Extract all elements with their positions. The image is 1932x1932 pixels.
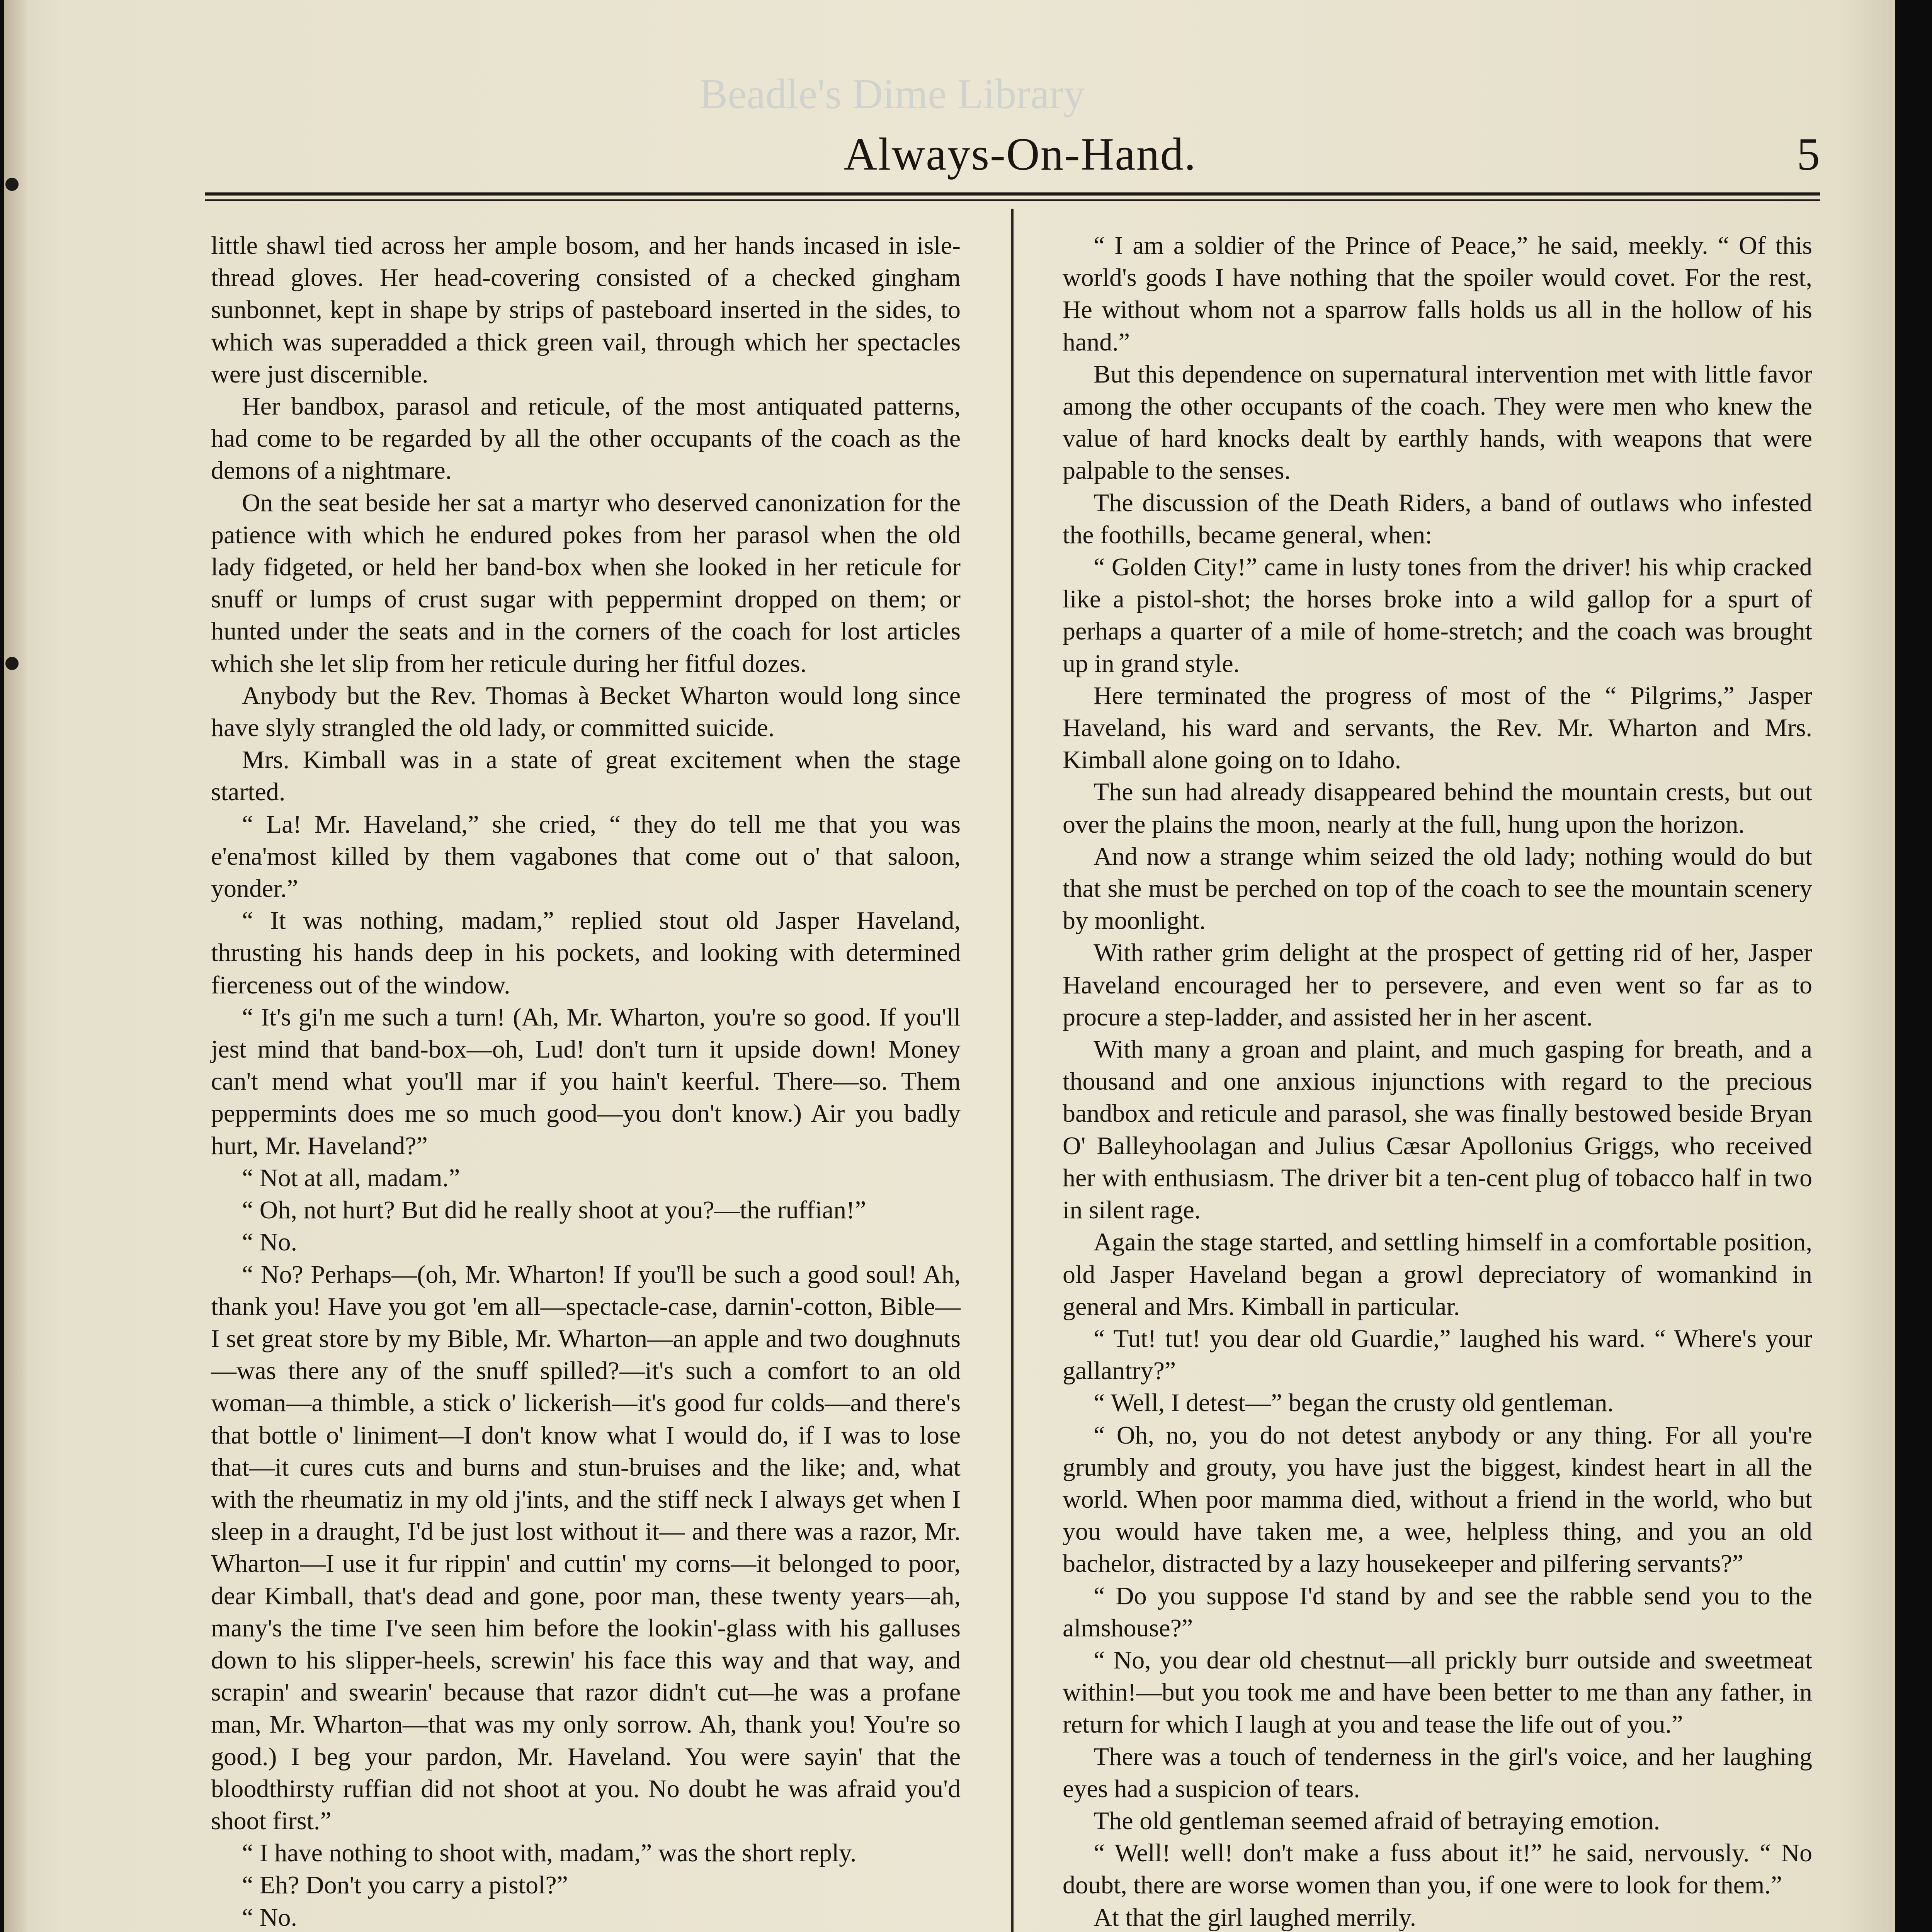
- bleed-through-text: Beadle's Dime Library: [699, 70, 1085, 117]
- paragraph: “ Eh? Don't you carry a pistol?”: [242, 1871, 568, 1900]
- header-rule-thin: [205, 199, 1820, 201]
- paragraph: “ No.: [242, 1228, 297, 1257]
- paragraph: The sun had already disappeared behind the mountain crests, but out over the plains the moon, nearly at the full, hung upon the horizon.: [1063, 778, 1812, 838]
- paragraph: Anybody but the Rev. Thomas à Becket Wharton would long since have slyly strangled the old lady, or committed suicide.: [211, 681, 961, 742]
- right-text-column: [1063, 230, 1812, 1932]
- paragraph: “ It's gi'n me such a turn! (Ah, Mr. Wharton, you're so good. If you'll jest mind that band-box—oh, Lud! don't turn it upside down! Money can't mend what you'll mar if you hain't keerful. There—so. Them peppermints does me so much good—you don't know.) Air you badly hurt, Mr. Haveland?”: [211, 1003, 961, 1160]
- page-header: [205, 116, 1835, 189]
- page-number: 5: [1797, 128, 1820, 180]
- paragraph: “ It was nothing, madam,” replied stout old Jasper Haveland, thrusting his hands deep in his pockets, and looking with determined fierceness out of the window.: [211, 906, 961, 999]
- paragraph: “ Well, I detest—” began the crusty old gentleman.: [1094, 1389, 1614, 1417]
- paragraph: The old gentleman seemed afraid of betraying emotion.: [1094, 1806, 1660, 1835]
- paragraph: “ No? Perhaps—(oh, Mr. Wharton! If you'll be such a good soul! Ah, thank you! Have you got 'em all—spectacle-case, darnin'-cotton, Bible—I set great store by my Bible, Mr. Wharton—an apple and two doughnuts—was there any of the snuff spilled?—it's such a comfort to an old woman—a thimble, a stick o' lickerish—it's good fur colds—and there's that bottle o' liniment—I don't know what I would do, if I was to lose that—it cures cuts and burns and stun-bruises and the like; and, what with the rheumatiz in my old j'ints, and the stiff neck I always get when I sleep in a draught, I'd be just lost without it— and there was a razor, Mr. Wharton—I use it fur rippin' and cuttin' my corns—it belonged to poor, dear Kimball, that's dead and gone, poor man, these twenty years—ah, many's the time I've seen him before the lookin'-glass with his galluses down to his slipper-heels, screwin' his face this way and that way, and scrapin' and swearin' because that razor didn't cut—he was a profane man, Mr. Wharton—that was my only sorrow. Ah, thank you! You're so good.) I beg your pardon, Mr. Haveland. You were sayin' that the bloodthirsty ruffian did not shoot at you. No doubt he was afraid you'd shoot first.”: [211, 1260, 961, 1835]
- left-text-column: [211, 230, 961, 1932]
- binding-hole: [5, 657, 19, 670]
- paragraph: “ I am a soldier of the Prince of Peace,” he said, meekly. “ Of this world's goods I have nothing that the spoiler would covet. For the rest, He without whom not a sparrow falls holds us all in the hollow of his hand.”: [1063, 231, 1812, 356]
- paragraph: There was a touch of tenderness in the girl's voice, and her laughing eyes had a suspicion of tears.: [1063, 1742, 1812, 1803]
- paragraph: Here terminated the progress of most of the “ Pilgrims,” Jasper Haveland, his ward and servants, the Rev. Mr. Wharton and Mrs. Kimball alone going on to Idaho.: [1063, 681, 1812, 774]
- paragraph: Her bandbox, parasol and reticule, of the most antiquated patterns, had come to be regarded by all the other occupants of the coach as the demons of a nightmare.: [211, 392, 961, 485]
- paragraph: “ La! Mr. Haveland,” she cried, “ they do tell me that you was e'ena'most killed by them vagabones that come out o' that saloon, yonder.”: [211, 810, 961, 903]
- paragraph: With rather grim delight at the prospect of getting rid of her, Jasper Haveland encouraged her to persevere, and even went so far as to procure a step-ladder, and assisted her in her ascent.: [1063, 939, 1812, 1031]
- paragraph: “ No.: [242, 1903, 297, 1932]
- paragraph: The discussion of the Death Riders, a band of outlaws who infested the foothills, became general, when:: [1063, 488, 1812, 549]
- paragraph: But this dependence on supernatural intervention met with little favor among the other occupants of the coach. They were men who knew the value of hard knocks dealt by earthly hands, with weapons that were palpable to the senses.: [1063, 360, 1812, 485]
- paragraph: little shawl tied across her ample bosom, and her hands incased in isle-thread gloves. Her head-covering consisted of a checked gingham sunbonnet, kept in shape by strips of pasteboard inserted in the sides, to which was superadded a thick green vail, through which her spectacles were just discernible.: [211, 231, 961, 388]
- paragraph: “ I have nothing to shoot with, madam,” was the short reply.: [242, 1839, 857, 1867]
- column-divider: [1011, 209, 1014, 1932]
- book-page: [4, 0, 1895, 1932]
- paragraph: “ Golden City!” came in lusty tones from the driver! his whip cracked like a pistol-shot; the horses broke into a wild gallop for a spurt of perhaps a quarter of a mile of home-stretch; and the coach was brought up in grand style.: [1063, 553, 1812, 678]
- header-rule: [205, 192, 1820, 196]
- page-binding-edge: [4, 0, 27, 1932]
- paragraph: On the seat beside her sat a martyr who deserved canonization for the patience with which he endured pokes from her parasol when the old lady fidgeted, or held her band-box when she looked in her reticule for snuff or lumps of crust sugar with peppermint dropped on them; or hunted under the seats and in the corners of the coach for lost articles which she let slip from her reticule during her fitful dozes.: [211, 488, 961, 678]
- paragraph: “ Tut! tut! you dear old Guardie,” laughed his ward. “ Where's your gallantry?”: [1063, 1324, 1812, 1385]
- paragraph: “ Do you suppose I'd stand by and see the rabble send you to the almshouse?”: [1063, 1582, 1812, 1642]
- paragraph: And now a strange whim seized the old lady; nothing would do but that she must be perched on top of the coach to see the mountain scenery by moonlight.: [1063, 842, 1812, 935]
- paragraph: With many a groan and plaint, and much gasping for breath, and a thousand and one anxious injunctions with regard to the precious bandbox and reticule and parasol, she was finally bestowed beside Bryan O' Balleyhoolagan and Julius Cæsar Apollonius Griggs, who received her with enthusiasm. The driver bit a ten-cent plug of tobacco half in two in silent rage.: [1063, 1035, 1812, 1225]
- running-title: Always-On-Hand.: [844, 128, 1197, 180]
- binding-hole: [5, 178, 19, 191]
- paragraph: “ Not at all, madam.”: [242, 1163, 460, 1192]
- paragraph: “ Well! well! don't make a fuss about it!” he said, nervously. “ No doubt, there are worse women than you, if one were to look for them.”: [1063, 1839, 1812, 1900]
- paragraph: “ Oh, not hurt? But did he really shoot at you?—the ruffian!”: [242, 1196, 866, 1225]
- paragraph: “ Oh, no, you do not detest anybody or any thing. For all you're grumbly and grouty, you have just the biggest, kindest heart in all the world. When poor mamma died, without a friend in the world, who but you would have taken me, a wee, helpless thing, and you an old bachelor, distracted by a lazy housekeeper and pilfering servants?”: [1063, 1421, 1812, 1578]
- paragraph: Mrs. Kimball was in a state of great excitement when the stage started.: [211, 746, 961, 806]
- paragraph: “ No, you dear old chestnut—all prickly burr outside and sweetmeat within!—but you took me and have been better to me than any father, in return for which I laugh at you and tease the life out of you.”: [1063, 1646, 1812, 1739]
- paragraph: Again the stage started, and settling himself in a comfortable position, old Jasper Haveland began a growl depreciatory of womankind in general and Mrs. Kimball in particular.: [1063, 1228, 1812, 1321]
- paragraph: At that the girl laughed merrily.: [1094, 1903, 1417, 1932]
